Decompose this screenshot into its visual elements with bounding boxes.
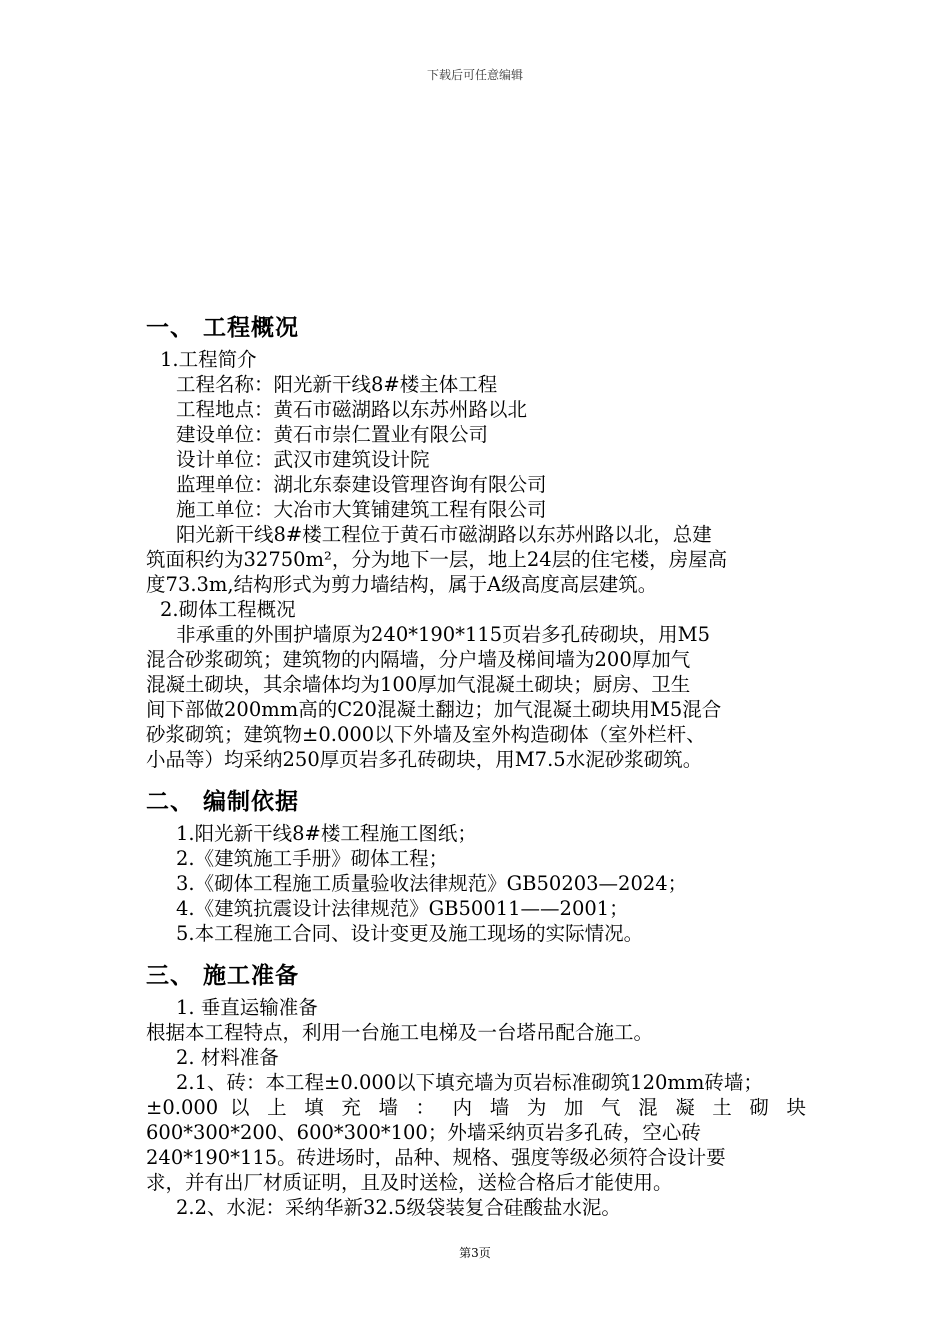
paragraph-line: 非承重的外围护墙原为240*190*115页岩多孔砖砌块，用M5 <box>176 623 711 646</box>
info-line: 设计单位：武汉市建筑设计院 <box>176 448 430 471</box>
subsection-title: 2. 材料准备 <box>176 1046 279 1069</box>
paragraph-line: 240*190*115。砖进场时，品种、规格、强度等级必须符合设计要 <box>146 1146 726 1169</box>
subsection-title: 1.工程简介 <box>160 348 257 371</box>
subsection-title: 1. 垂直运输准备 <box>176 996 318 1019</box>
paragraph-line: 阳光新干线8#楼工程位于黄石市磁湖路以东苏州路以北，总建 <box>176 523 712 546</box>
list-item: 3.《砌体工程施工质量验收法律规范》GB50203—2024； <box>176 872 688 895</box>
paragraph-line: 600*300*200、600*300*100；外墙采纳页岩多孔砖，空心砖 <box>146 1121 701 1144</box>
paragraph-line: 小品等）均采纳250厚页岩多孔砖砌块，用M7.5水泥砂浆砌筑。 <box>146 748 703 771</box>
paragraph-line: 混凝土砌块，其余墙体均为100厚加气混凝土砌块；厨房、卫生 <box>146 673 691 696</box>
paragraph-line: 求，并有出厂材质证明，且及时送检，送检合格后才能使用。 <box>146 1171 673 1194</box>
section-3-title: 三、 施工准备 <box>146 963 300 989</box>
paragraph-line: 度73.3m,结构形式为剪力墙结构，属于A级高度高层建筑。 <box>146 573 658 596</box>
info-line: 工程地点：黄石市磁湖路以东苏州路以北 <box>176 398 528 421</box>
paragraph-line: 2.1、砖：本工程±0.000以下填充墙为页岩标准砌筑120mm砖墙； <box>176 1071 763 1094</box>
paragraph-line: 砂浆砌筑；建筑物±0.000以下外墙及室外构造砌体（室外栏杆、 <box>146 723 706 746</box>
list-item: 4.《建筑抗震设计法律规范》GB50011——2001； <box>176 897 629 920</box>
page-header: 下载后可任意编辑 <box>426 68 523 82</box>
page-number: 第3页 <box>459 1246 491 1260</box>
info-line: 施工单位：大冶市大箕铺建筑工程有限公司 <box>176 498 547 521</box>
section-1-title: 一、 工程概况 <box>146 315 300 341</box>
subsection-title: 2.砌体工程概况 <box>160 598 296 621</box>
paragraph-line: 混合砂浆砌筑；建筑物的内隔墙，分户墙及梯间墙为200厚加气 <box>146 648 691 671</box>
info-line: 工程名称：阳光新干线8#楼主体工程 <box>176 373 498 396</box>
paragraph-line: 2.2、水泥：采纳华新32.5级袋装复合硅酸盐水泥。 <box>176 1196 621 1219</box>
paragraph-line: 间下部做200mm高的C20混凝土翻边；加气混凝土砌块用M5混合 <box>146 698 722 721</box>
list-item: 5.本工程施工合同、设计变更及施工现场的实际情况。 <box>176 922 644 945</box>
info-line: 监理单位：湖北东泰建设管理咨询有限公司 <box>176 473 547 496</box>
list-item: 2.《建筑施工手册》砌体工程； <box>176 847 449 870</box>
paragraph-line: 筑面积约为32750m²，分为地下一层，地上24层的住宅楼，房屋高 <box>146 548 728 571</box>
paragraph-line: ±0.000 以 上 填 充 墙 ： 内 墙 为 加 气 混 凝 土 砌 块 <box>146 1096 806 1119</box>
list-item: 1.阳光新干线8#楼工程施工图纸； <box>176 822 477 845</box>
paragraph-line: 根据本工程特点，利用一台施工电梯及一台塔吊配合施工。 <box>146 1021 654 1044</box>
info-line: 建设单位：黄石市崇仁置业有限公司 <box>176 423 489 446</box>
section-2-title: 二、 编制依据 <box>146 789 300 815</box>
